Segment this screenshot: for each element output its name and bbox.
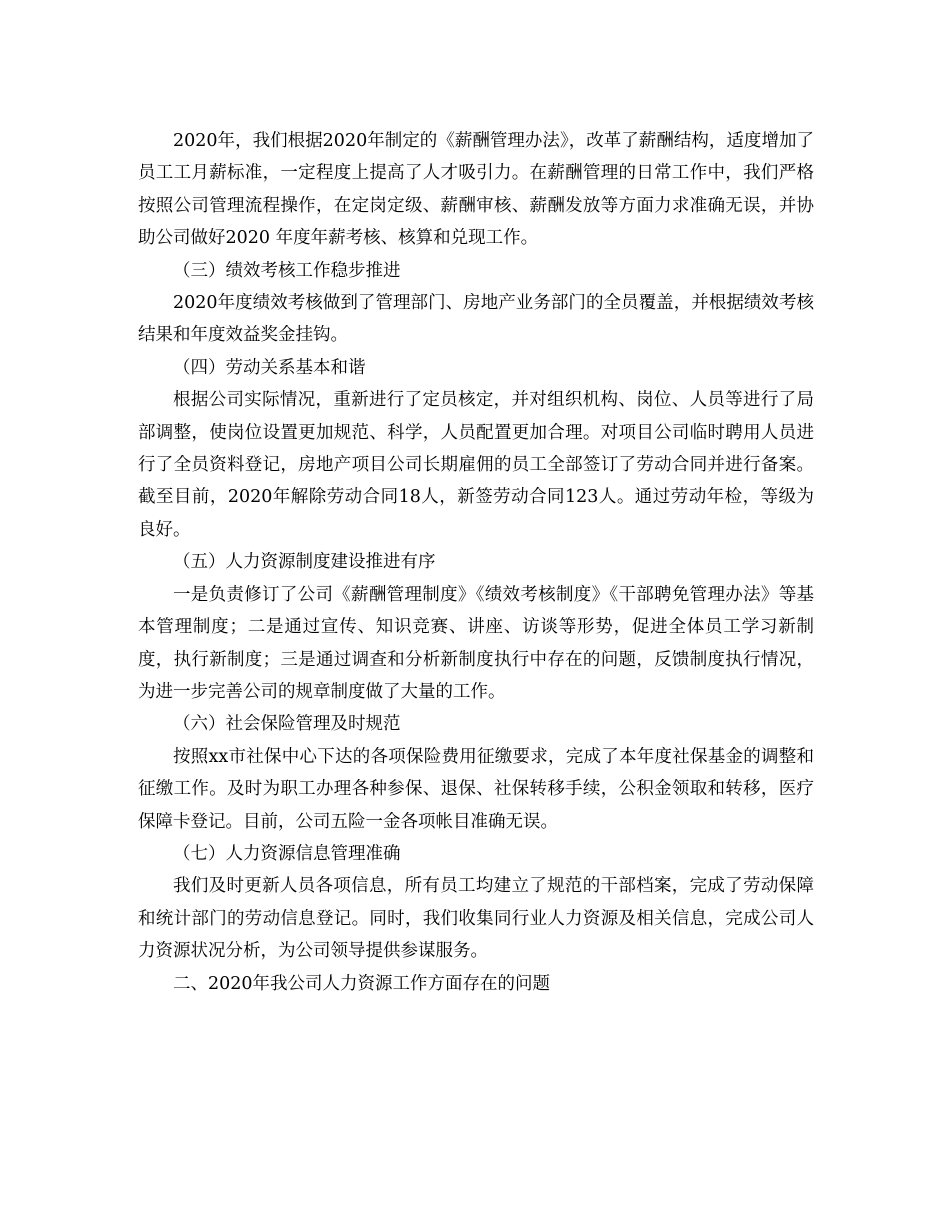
paragraph-hr-information: 我们及时更新人员各项信息，所有员工均建立了规范的干部档案，完成了劳动保障和统计部门的劳动信息登记。同时，我们收集同行业人力资源及相关信息，完成公司人力资源状况分析，为公司领导提供参谋服务。 bbox=[138, 876, 814, 962]
heading-hr-system-construction: （五）人力资源制度建设推进有序 bbox=[173, 552, 436, 573]
heading-hr-information: （七）人力资源信息管理准确 bbox=[173, 843, 401, 864]
heading-labor-relations: （四）劳动关系基本和谐 bbox=[173, 357, 366, 378]
paragraph-salary-management: 2020年，我们根据2020年制定的《薪酬管理办法》，改革了薪酬结构，适度增加了员工工月薪标准，一定程度上提高了人才吸引力。在薪酬管理的日常工作中，我们严格按照公司管理流程操作，在定岗定级、薪酬审核、薪酬发放等方面力求准确无误，并协助公司做好2020 年度年薪考核、核算和兑现工作。 bbox=[138, 131, 814, 249]
heading-social-insurance: （六）社会保险管理及时规范 bbox=[173, 714, 401, 735]
paragraph-hr-system-construction: 一是负责修订了公司《薪酬管理制度》《绩效考核制度》《干部聘免管理办法》等基本管理制度；二是通过宣传、知识竞赛、讲座、访谈等形势，促进全体员工学习新制度，执行新制度；三是通过调查和分析新制度执行中存在的问题，反馈制度执行情况，为进一步完善公司的规章制度做了大量的工作。 bbox=[138, 584, 814, 702]
document-body bbox=[138, 125, 814, 1000]
heading-performance-appraisal: （三）绩效考核工作稳步推进 bbox=[173, 260, 401, 281]
paragraph-social-insurance: 按照xx市社保中心下达的各项保险费用征缴要求，完成了本年度社保基金的调整和征缴工作。及时为职工办理各种参保、退保、社保转移手续，公积金领取和转移，医疗保障卡登记。目前，公司五险一金各项帐目准确无误。 bbox=[138, 746, 814, 832]
heading-existing-problems: 二、2020年我公司人力资源工作方面存在的问题 bbox=[173, 973, 551, 994]
paragraph-labor-relations: 根据公司实际情况，重新进行了定员核定，并对组织机构、岗位、人员等进行了局部调整，使岗位设置更加规范、科学，人员配置更加合理。对项目公司临时聘用人员进行了全员资料登记，房地产项目公司长期雇佣的员工全部签订了劳动合同并进行备案。截至目前，2020年解除劳动合同18人，新签劳动合同123人。通过劳动年检，等级为良好。 bbox=[138, 390, 814, 540]
paragraph-performance-appraisal: 2020年度绩效考核做到了管理部门、房地产业务部门的全员覆盖，并根据绩效考核结果和年度效益奖金挂钩。 bbox=[138, 293, 814, 346]
